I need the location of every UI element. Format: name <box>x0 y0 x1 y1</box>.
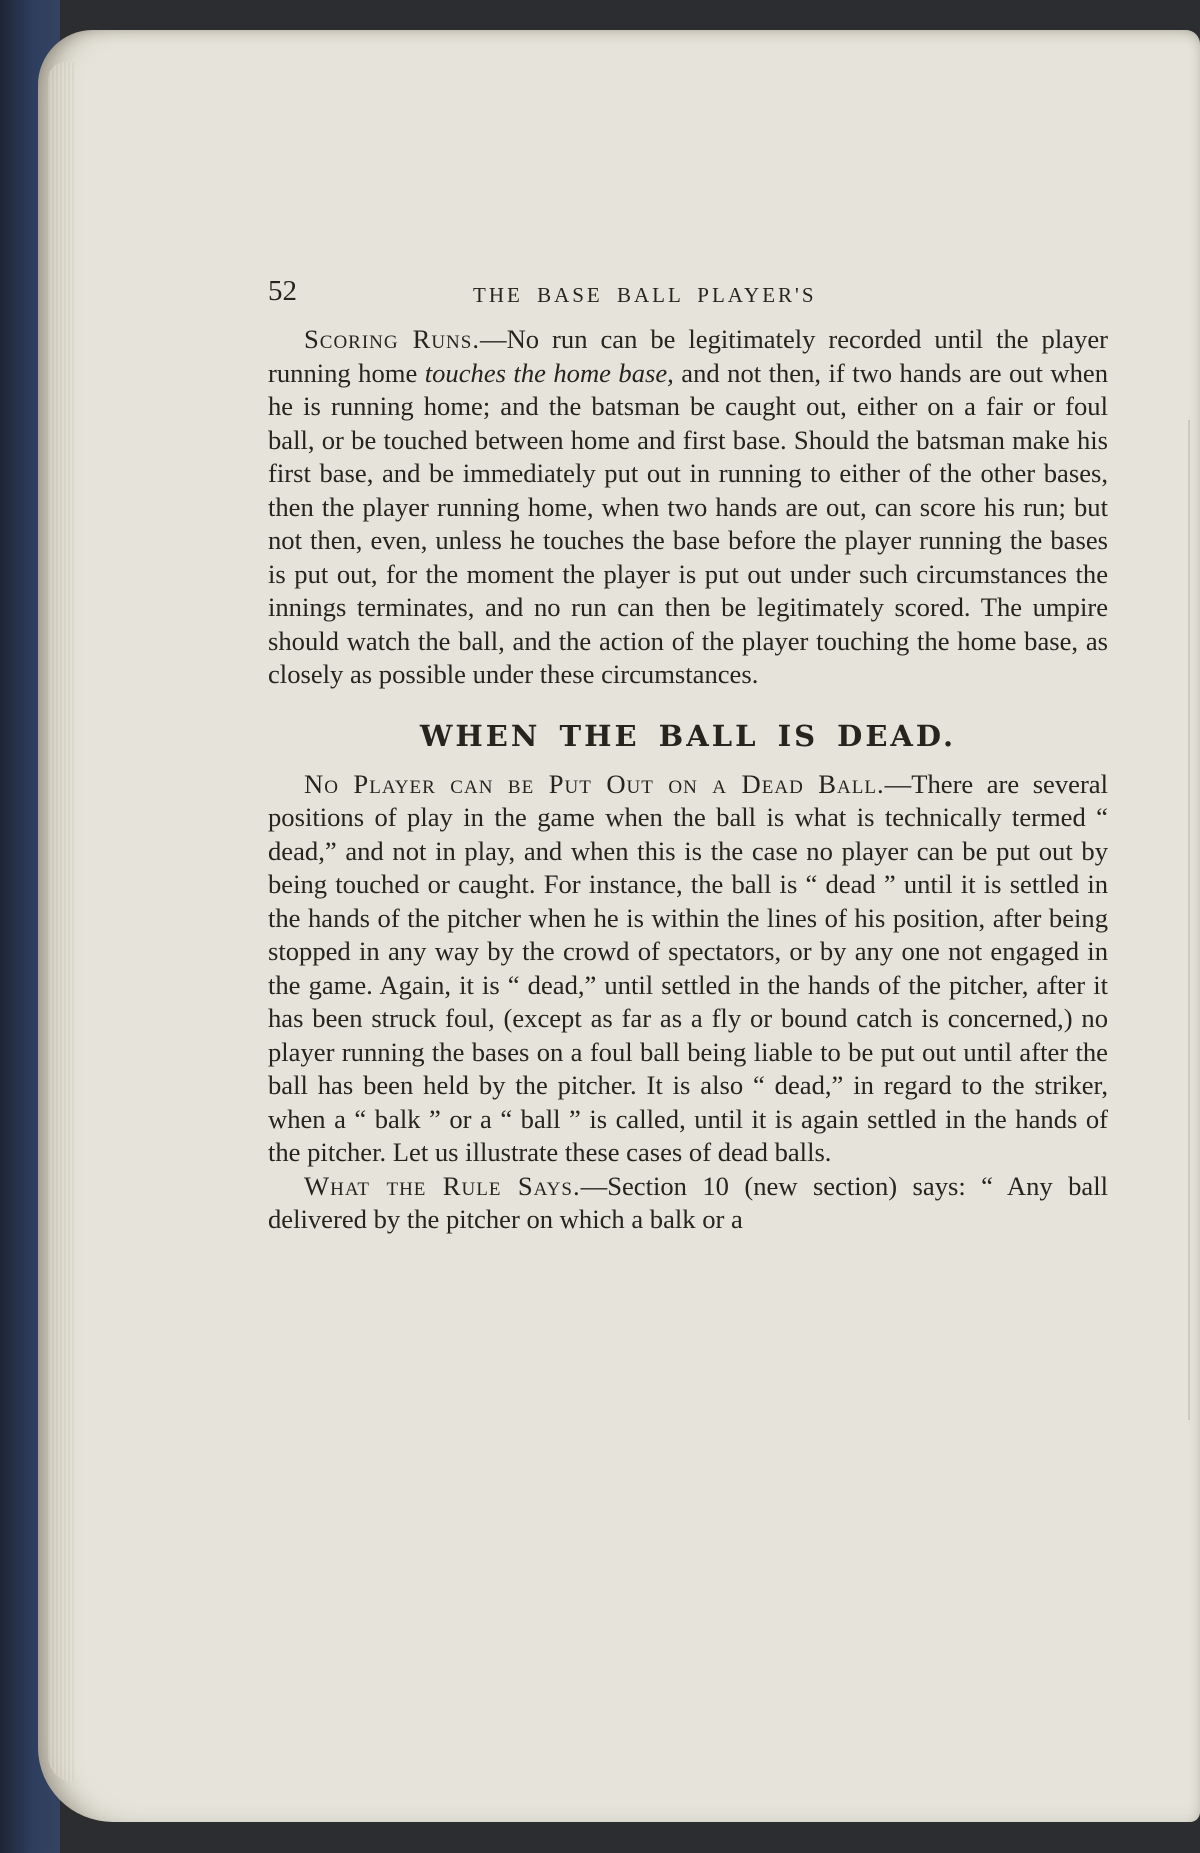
page-stack-edge <box>48 62 74 1782</box>
paragraph-text: and not then, if two hands are out when he is running home; and the batsman be caught out, either on a fair or foul ball, or be touched between home and first base. Should the batsman make his first base, and be immediately put out in running to either of the other bases, then the player running home, when two hands are out, can score his run; but not then, even, unless he touches the base before the player running the bases is put out, for the moment the player is put out under such circumstances the innings terminates, and no run can then be legitimately scored. The umpire should watch the ball, and the action of the player touching the home base, as closely as possible under these circumstances. <box>268 357 1109 689</box>
paragraph-lead-in: What the Rule Says. <box>304 1170 581 1201</box>
section-heading: WHEN THE BALL IS DEAD. <box>419 718 957 753</box>
paragraph-dead-ball <box>268 768 1108 1170</box>
paragraph-text: —Section 10 (new section) says: “ Any ball delivered by the pitcher on which a balk or a <box>268 1170 1108 1234</box>
paragraph-lead-in: No Player can be Put Out on a Dead Ball. <box>304 768 885 799</box>
paragraph-lead-in: Scoring Runs. <box>304 324 480 354</box>
italic-phrase: touches the home base, <box>424 357 674 388</box>
paragraph-rule-says <box>268 1170 1108 1237</box>
paragraph-scoring-runs <box>268 323 1108 692</box>
paragraph-text: —No run can be legitimately recorded until the player running home <box>268 324 1109 388</box>
paragraph-text: —There are several positions of play in the game when the ball is what is technically termed “ dead,” and not in play, and when this is the case no player can be put out by being touched or caught. For instance, the ball is “ dead ” until it is settled in the hands of the pitcher when he is within the lines of his position, after being stopped in any way by the crowd of spectators, or by any one not engaged in the game. Again, it is “ dead,” until settled in the hands of the pitcher, after it has been struck foul, (except as far as a fly or bound catch is concerned,) no player running the bases on a foul ball being liable to be put out until after the ball has been held by the pitcher. It is also “ dead,” in regard to the striker, when a “ balk ” or a “ ball ” is called, until it is again settled in the hands of the pitcher. Let us illustrate these cases of dead balls. <box>268 768 1108 1167</box>
page-number: 52 <box>268 275 297 307</box>
running-header <box>268 275 1108 315</box>
page-right-edge <box>1174 420 1190 1420</box>
running-title: THE BASE BALL PLAYER'S <box>473 283 817 307</box>
page-text-block <box>268 275 1108 1237</box>
